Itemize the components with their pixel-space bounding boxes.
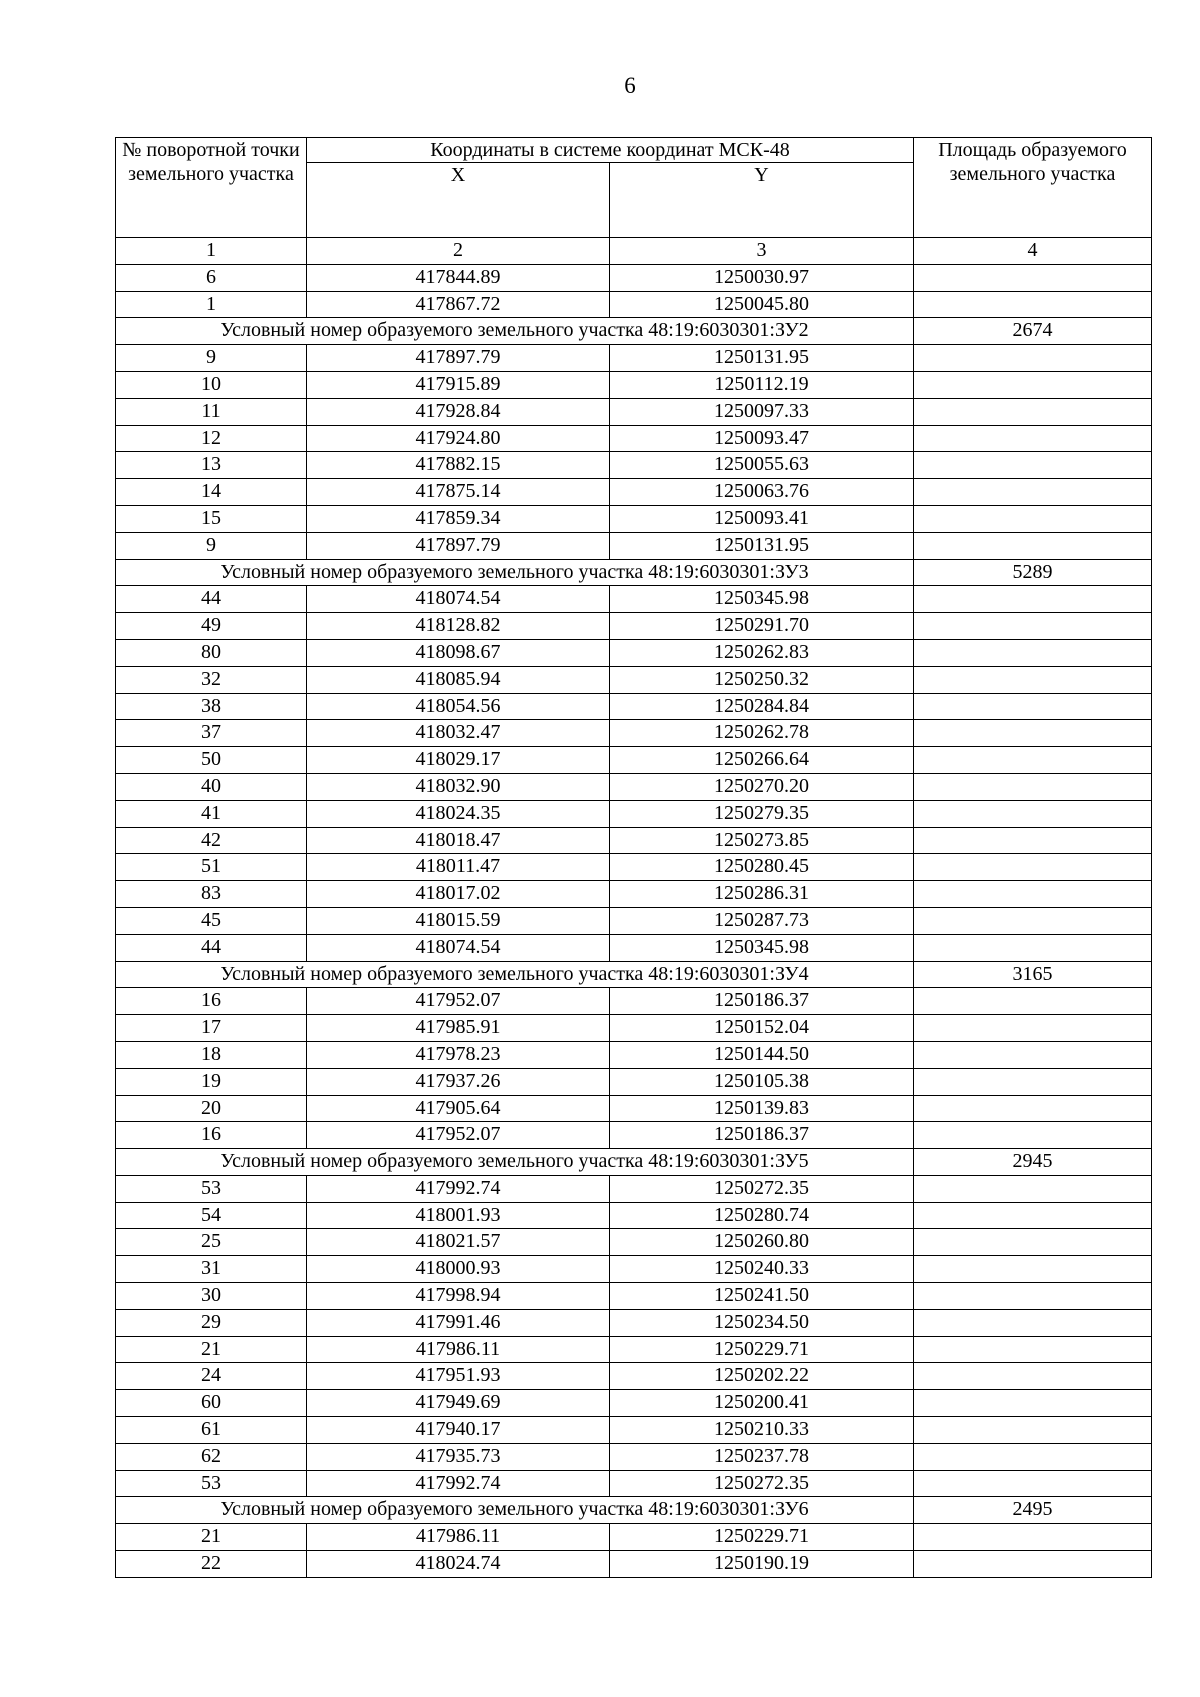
point-row: [116, 1470, 1152, 1497]
point-number: 9: [116, 345, 307, 372]
point-row: [116, 1015, 1152, 1042]
point-row: [116, 1175, 1152, 1202]
point-number: 37: [116, 720, 307, 747]
page-number: 6: [624, 73, 636, 98]
point-number: 60: [116, 1390, 307, 1417]
coordinate-x: 417928.84: [307, 398, 610, 425]
coordinate-y: 1250260.80: [610, 1229, 914, 1256]
point-row: [116, 1390, 1152, 1417]
area-empty-cell: [914, 505, 1152, 532]
point-row: [116, 773, 1152, 800]
point-number: 16: [116, 1122, 307, 1149]
point-number: 11: [116, 398, 307, 425]
coordinate-x: 417998.94: [307, 1283, 610, 1310]
coordinate-y: 1250210.33: [610, 1417, 914, 1444]
area-empty-cell: [914, 1122, 1152, 1149]
coordinate-y: 1250345.98: [610, 586, 914, 613]
point-number: 12: [116, 425, 307, 452]
coordinate-x: 417949.69: [307, 1390, 610, 1417]
parcel-title: Условный номер образуемого земельного участка 48:19:6030301:ЗУ2: [116, 318, 914, 345]
coordinate-y: 1250144.50: [610, 1041, 914, 1068]
coordinate-y: 1250139.83: [610, 1095, 914, 1122]
coordinate-x: 418000.93: [307, 1256, 610, 1283]
coordinate-x: 417952.07: [307, 988, 610, 1015]
coordinate-y: 1250272.35: [610, 1175, 914, 1202]
area-empty-cell: [914, 291, 1152, 318]
coordinate-y: 1250152.04: [610, 1015, 914, 1042]
coordinate-x: 418032.90: [307, 773, 610, 800]
point-row: [116, 693, 1152, 720]
coordinate-y: 1250280.74: [610, 1202, 914, 1229]
point-number: 29: [116, 1309, 307, 1336]
coordinate-x: 417875.14: [307, 479, 610, 506]
header-area: Площадь образуемого земельного участка: [914, 138, 1152, 238]
coordinates-table-body: [116, 138, 1152, 1578]
coordinate-y: 1250237.78: [610, 1443, 914, 1470]
coordinate-x: 418054.56: [307, 693, 610, 720]
point-row: [116, 1041, 1152, 1068]
point-number: 38: [116, 693, 307, 720]
header-coordinates: Координаты в системе координат МСК-48: [307, 138, 914, 163]
point-row: [116, 345, 1152, 372]
area-empty-cell: [914, 264, 1152, 291]
point-row: [116, 613, 1152, 640]
coordinate-y: 1250241.50: [610, 1283, 914, 1310]
area-empty-cell: [914, 1309, 1152, 1336]
point-row: [116, 1122, 1152, 1149]
point-row: [116, 1363, 1152, 1390]
coordinate-x: 418024.74: [307, 1551, 610, 1578]
coordinate-x: 417935.73: [307, 1443, 610, 1470]
area-empty-cell: [914, 1229, 1152, 1256]
column-number-row: [116, 238, 1152, 265]
coordinate-x: 417915.89: [307, 371, 610, 398]
coordinate-x: 417992.74: [307, 1470, 610, 1497]
parcel-title: Условный номер образуемого земельного участка 48:19:6030301:ЗУ5: [116, 1149, 914, 1176]
coordinate-y: 1250093.41: [610, 505, 914, 532]
coordinate-y: 1250093.47: [610, 425, 914, 452]
area-empty-cell: [914, 1095, 1152, 1122]
point-row: [116, 1256, 1152, 1283]
point-number: 40: [116, 773, 307, 800]
coordinate-x: 418029.17: [307, 747, 610, 774]
point-number: 18: [116, 1041, 307, 1068]
coordinate-y: 1250202.22: [610, 1363, 914, 1390]
area-empty-cell: [914, 1390, 1152, 1417]
coordinate-x: 417986.11: [307, 1336, 610, 1363]
coordinate-x: 418001.93: [307, 1202, 610, 1229]
point-number: 54: [116, 1202, 307, 1229]
point-row: [116, 854, 1152, 881]
coordinate-x: 417937.26: [307, 1068, 610, 1095]
point-row: [116, 881, 1152, 908]
area-empty-cell: [914, 345, 1152, 372]
area-empty-cell: [914, 613, 1152, 640]
area-empty-cell: [914, 1336, 1152, 1363]
coordinate-y: 1250045.80: [610, 291, 914, 318]
area-empty-cell: [914, 1175, 1152, 1202]
point-number: 42: [116, 827, 307, 854]
coordinate-x: 417924.80: [307, 425, 610, 452]
point-row: [116, 907, 1152, 934]
coordinate-y: 1250186.37: [610, 988, 914, 1015]
point-row: [116, 1095, 1152, 1122]
parcel-area: 2945: [914, 1149, 1152, 1176]
point-number: 15: [116, 505, 307, 532]
area-empty-cell: [914, 1041, 1152, 1068]
point-number: 49: [116, 613, 307, 640]
parcel-title: Условный номер образуемого земельного участка 48:19:6030301:ЗУ6: [116, 1497, 914, 1524]
point-row: [116, 1551, 1152, 1578]
coordinate-x: 418017.02: [307, 881, 610, 908]
coordinate-x: 417905.64: [307, 1095, 610, 1122]
coordinate-y: 1250200.41: [610, 1390, 914, 1417]
point-number: 61: [116, 1417, 307, 1444]
area-empty-cell: [914, 532, 1152, 559]
coordinate-y: 1250229.71: [610, 1336, 914, 1363]
coordinate-y: 1250112.19: [610, 371, 914, 398]
point-row: [116, 291, 1152, 318]
coordinate-x: 417951.93: [307, 1363, 610, 1390]
coordinate-y: 1250190.19: [610, 1551, 914, 1578]
point-number: 9: [116, 532, 307, 559]
coordinate-x: 417882.15: [307, 452, 610, 479]
point-row: [116, 425, 1152, 452]
point-row: [116, 1443, 1152, 1470]
coordinate-y: 1250250.32: [610, 666, 914, 693]
point-row: [116, 934, 1152, 961]
point-number: 1: [116, 291, 307, 318]
area-empty-cell: [914, 479, 1152, 506]
point-row: [116, 452, 1152, 479]
area-empty-cell: [914, 371, 1152, 398]
area-empty-cell: [914, 988, 1152, 1015]
coordinate-x: 417952.07: [307, 1122, 610, 1149]
column-number: 4: [914, 238, 1152, 265]
area-empty-cell: [914, 800, 1152, 827]
point-number: 22: [116, 1551, 307, 1578]
point-number: 17: [116, 1015, 307, 1042]
coordinate-x: 418074.54: [307, 586, 610, 613]
coordinate-y: 1250279.35: [610, 800, 914, 827]
point-number: 14: [116, 479, 307, 506]
point-number: 50: [116, 747, 307, 774]
coordinate-x: 417867.72: [307, 291, 610, 318]
coordinate-x: 418074.54: [307, 934, 610, 961]
point-row: [116, 666, 1152, 693]
coordinates-table: [115, 137, 1152, 1578]
point-number: 24: [116, 1363, 307, 1390]
point-row: [116, 988, 1152, 1015]
coordinate-x: 417940.17: [307, 1417, 610, 1444]
coordinate-y: 1250270.20: [610, 773, 914, 800]
point-number: 53: [116, 1175, 307, 1202]
coordinate-x: 418098.67: [307, 639, 610, 666]
point-row: [116, 747, 1152, 774]
coordinate-y: 1250063.76: [610, 479, 914, 506]
parcel-title: Условный номер образуемого земельного участка 48:19:6030301:ЗУ3: [116, 559, 914, 586]
point-number: 20: [116, 1095, 307, 1122]
parcel-group-row: [116, 559, 1152, 586]
point-number: 16: [116, 988, 307, 1015]
point-row: [116, 371, 1152, 398]
parcel-group-row: [116, 318, 1152, 345]
coordinate-y: 1250055.63: [610, 452, 914, 479]
coordinate-y: 1250131.95: [610, 532, 914, 559]
area-empty-cell: [914, 1524, 1152, 1551]
area-empty-cell: [914, 827, 1152, 854]
area-empty-cell: [914, 773, 1152, 800]
coordinate-x: 418018.47: [307, 827, 610, 854]
coordinate-x: 418015.59: [307, 907, 610, 934]
parcel-group-row: [116, 961, 1152, 988]
coordinate-x: 417844.89: [307, 264, 610, 291]
coordinate-y: 1250262.83: [610, 639, 914, 666]
area-empty-cell: [914, 720, 1152, 747]
coordinate-y: 1250105.38: [610, 1068, 914, 1095]
point-row: [116, 586, 1152, 613]
point-row: [116, 1202, 1152, 1229]
header-point-number: № поворотной точки земельного участка: [116, 138, 307, 238]
coordinate-y: 1250266.64: [610, 747, 914, 774]
area-empty-cell: [914, 1283, 1152, 1310]
area-empty-cell: [914, 586, 1152, 613]
point-number: 30: [116, 1283, 307, 1310]
coordinate-y: 1250030.97: [610, 264, 914, 291]
area-empty-cell: [914, 1551, 1152, 1578]
point-number: 21: [116, 1524, 307, 1551]
point-number: 25: [116, 1229, 307, 1256]
coordinate-y: 1250097.33: [610, 398, 914, 425]
point-row: [116, 1524, 1152, 1551]
point-row: [116, 827, 1152, 854]
point-number: 62: [116, 1443, 307, 1470]
column-number: 3: [610, 238, 914, 265]
point-number: 32: [116, 666, 307, 693]
point-number: 21: [116, 1336, 307, 1363]
coordinate-y: 1250345.98: [610, 934, 914, 961]
point-number: 45: [116, 907, 307, 934]
coordinate-x: 418021.57: [307, 1229, 610, 1256]
area-empty-cell: [914, 1015, 1152, 1042]
point-row: [116, 532, 1152, 559]
point-number: 19: [116, 1068, 307, 1095]
coordinate-y: 1250291.70: [610, 613, 914, 640]
coordinate-y: 1250240.33: [610, 1256, 914, 1283]
coordinate-x: 417897.79: [307, 532, 610, 559]
area-empty-cell: [914, 854, 1152, 881]
area-empty-cell: [914, 1443, 1152, 1470]
coordinate-x: 417897.79: [307, 345, 610, 372]
point-row: [116, 639, 1152, 666]
point-number: 83: [116, 881, 307, 908]
coordinate-y: 1250234.50: [610, 1309, 914, 1336]
area-empty-cell: [914, 639, 1152, 666]
parcel-area: 3165: [914, 961, 1152, 988]
point-number: 31: [116, 1256, 307, 1283]
point-number: 13: [116, 452, 307, 479]
coordinate-x: 417991.46: [307, 1309, 610, 1336]
area-empty-cell: [914, 666, 1152, 693]
area-empty-cell: [914, 907, 1152, 934]
area-empty-cell: [914, 452, 1152, 479]
coordinate-y: 1250284.84: [610, 693, 914, 720]
coordinate-x: 417992.74: [307, 1175, 610, 1202]
point-row: [116, 1229, 1152, 1256]
parcel-title: Условный номер образуемого земельного участка 48:19:6030301:ЗУ4: [116, 961, 914, 988]
coordinate-x: 417985.91: [307, 1015, 610, 1042]
area-empty-cell: [914, 398, 1152, 425]
point-row: [116, 479, 1152, 506]
coordinate-x: 418085.94: [307, 666, 610, 693]
column-number: 1: [116, 238, 307, 265]
coordinate-y: 1250273.85: [610, 827, 914, 854]
point-row: [116, 1336, 1152, 1363]
coordinate-y: 1250229.71: [610, 1524, 914, 1551]
area-empty-cell: [914, 934, 1152, 961]
coordinate-y: 1250262.78: [610, 720, 914, 747]
coordinate-x: 418128.82: [307, 613, 610, 640]
point-row: [116, 398, 1152, 425]
header-x: X: [307, 163, 610, 238]
point-row: [116, 1417, 1152, 1444]
parcel-area: 2674: [914, 318, 1152, 345]
point-number: 44: [116, 934, 307, 961]
coordinate-x: 417859.34: [307, 505, 610, 532]
area-empty-cell: [914, 1068, 1152, 1095]
point-number: 53: [116, 1470, 307, 1497]
header-row: [116, 138, 1152, 163]
area-empty-cell: [914, 425, 1152, 452]
point-number: 10: [116, 371, 307, 398]
header-y: Y: [610, 163, 914, 238]
coordinate-y: 1250287.73: [610, 907, 914, 934]
column-number: 2: [307, 238, 610, 265]
coordinate-y: 1250186.37: [610, 1122, 914, 1149]
parcel-group-row: [116, 1497, 1152, 1524]
point-row: [116, 1309, 1152, 1336]
area-empty-cell: [914, 1470, 1152, 1497]
coordinate-y: 1250131.95: [610, 345, 914, 372]
parcel-group-row: [116, 1149, 1152, 1176]
point-number: 44: [116, 586, 307, 613]
area-empty-cell: [914, 747, 1152, 774]
point-number: 6: [116, 264, 307, 291]
point-row: [116, 800, 1152, 827]
area-empty-cell: [914, 1363, 1152, 1390]
point-row: [116, 505, 1152, 532]
area-empty-cell: [914, 1256, 1152, 1283]
point-number: 80: [116, 639, 307, 666]
coordinate-x: 418024.35: [307, 800, 610, 827]
point-row: [116, 720, 1152, 747]
point-row: [116, 264, 1152, 291]
point-number: 41: [116, 800, 307, 827]
coordinate-y: 1250272.35: [610, 1470, 914, 1497]
parcel-area: 5289: [914, 559, 1152, 586]
coordinate-x: 417986.11: [307, 1524, 610, 1551]
area-empty-cell: [914, 693, 1152, 720]
area-empty-cell: [914, 1202, 1152, 1229]
point-number: 51: [116, 854, 307, 881]
coordinate-x: 418032.47: [307, 720, 610, 747]
coordinate-y: 1250280.45: [610, 854, 914, 881]
coordinate-x: 418011.47: [307, 854, 610, 881]
coordinate-y: 1250286.31: [610, 881, 914, 908]
parcel-area: 2495: [914, 1497, 1152, 1524]
point-row: [116, 1283, 1152, 1310]
area-empty-cell: [914, 1417, 1152, 1444]
area-empty-cell: [914, 881, 1152, 908]
coordinate-x: 417978.23: [307, 1041, 610, 1068]
point-row: [116, 1068, 1152, 1095]
